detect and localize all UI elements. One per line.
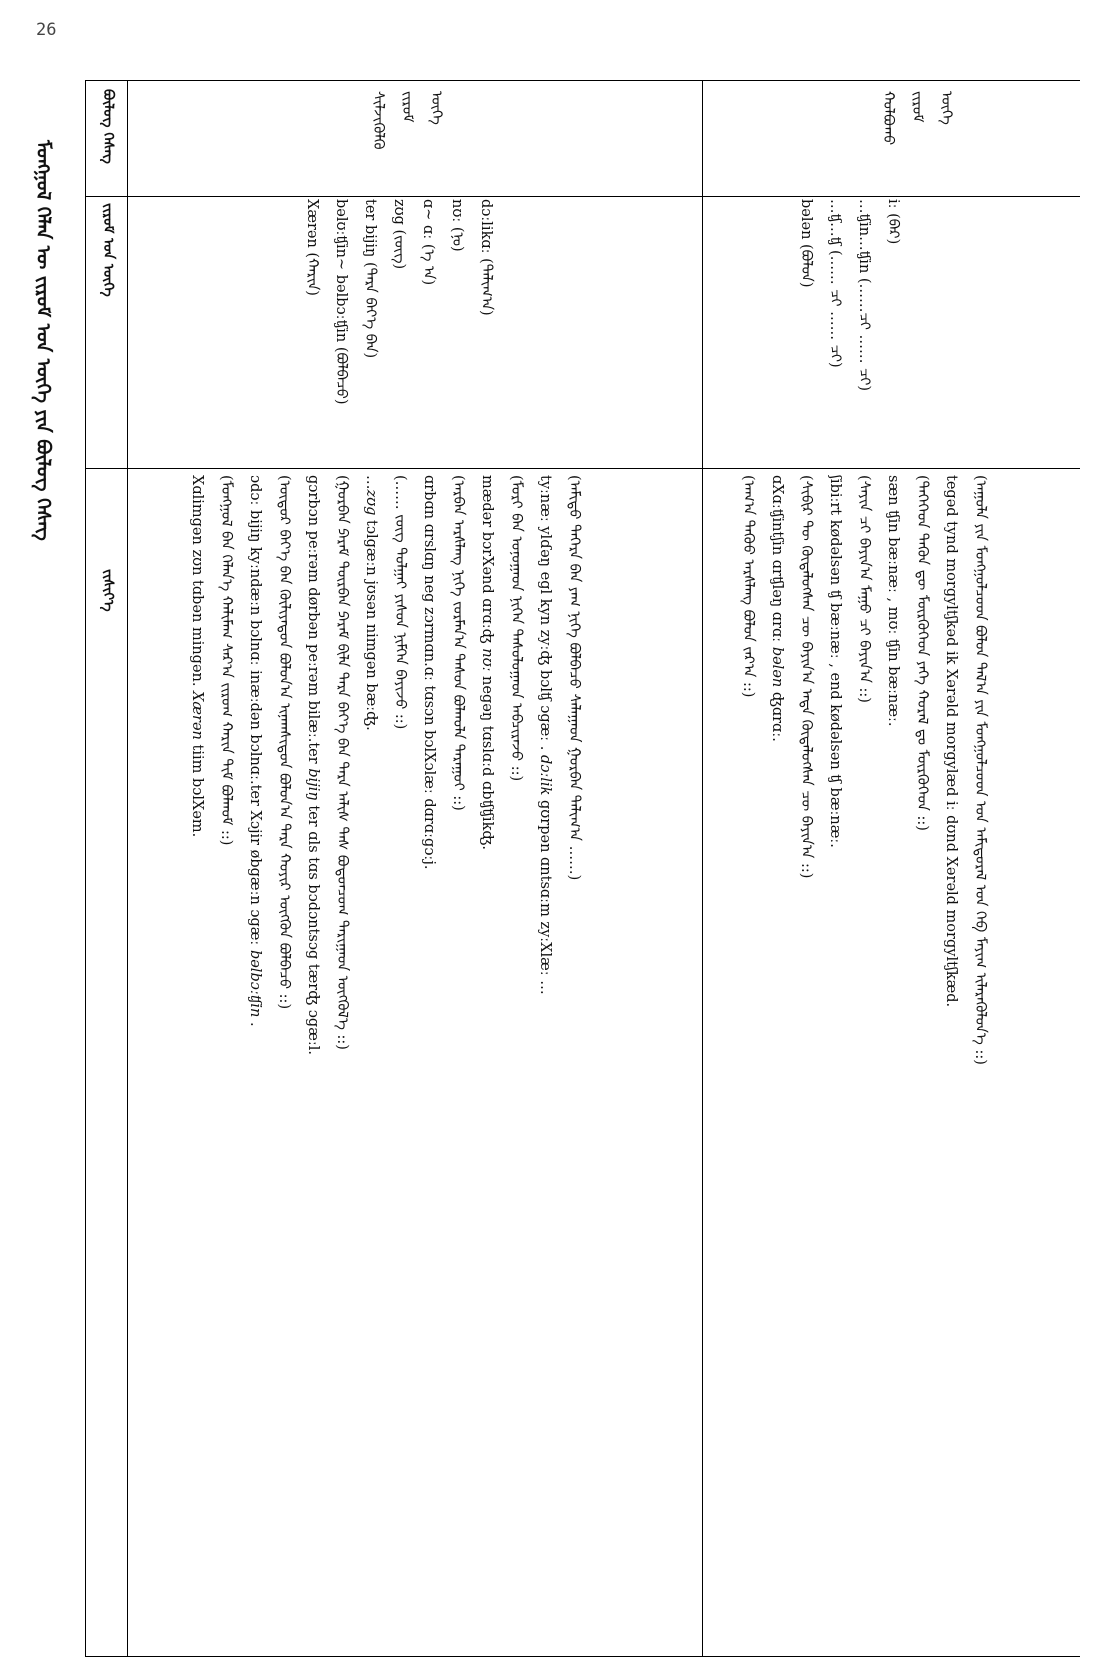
- example-line: (ᠮᠣᠷᠢ ᠪᠠᠨ ᠤᠨᠤᠭᠠᠳ ᠨᠢᠭᠡᠨ ᠲᠠᠰᠤᠯᠤᠭᠠᠳ ᠠᠪᠴᠢᠷᠠᠵᠤ ::): [508, 475, 524, 782]
- example-line: ɑXɑːʧintʃin ɑrʧləŋ ɑrɑː bələn ʤɑrɑː.: [769, 475, 785, 742]
- example-line: (ᠮᠣᠩᠭᠣᠯ ᠪᠠᠨ ᠬᠡᠯᠡᠨ᠎ᠡ ᠬᠠᠯᠢᠮᠠᠭ ᠰᠠᠷ᠎ᠠ ᠵᠢᠷᠤᠭ ᠬᠠᠷᠢᠨ ᠲᠢᠮ ᠪᠣᠯᠬᠤᠮ ::): [218, 475, 234, 846]
- table-border-left: [85, 81, 86, 1656]
- example-line: ɔdɔː bijiŋ kyːndæːn bɔlnɑː inæːdən bɔlnɑː.ter Xɔjir øbgæːn ɔgæː bəlbɔːʧin .: [247, 475, 263, 1027]
- header-particle: ᠵᠢᠷᠤᠮ ᠤᠨ ᠦᠭᠡ: [100, 203, 116, 297]
- example-line: (ᠰᠠᠶᠢᠨ ᠴᠢ ᠪᠠᠶᠢᠨ᠎ᠠ ᠮᠠᠭᠤ ᠴᠢ ᠪᠠᠶᠢᠨ᠎ᠠ ::): [856, 475, 872, 703]
- example-line: (ᠲᠡᠭᠡᠭᠡᠳ ᠲᠡᠭᠦᠨ ᠳᠦ ᠮᠥᠷᠭᠦᠭᠡᠳ ᠶᠡᠬᠡ ᠬᠤᠷᠠᠯ ᠳᠤ ᠮᠥᠷᠭᠦᠭᠡᠳ ::): [914, 475, 930, 831]
- row-1-particles: bələn (ᠪᠣᠯᠣᠨ) …ʧ…ʧ (…… ᠴᠢ …… ᠴᠢ) …ʧin…ʧin (……ᠴᠢ …… ᠴᠢ) iː (ᠪᠡᠷ): [798, 199, 901, 392]
- row-1-category: ᠬᠣᠯᠪᠣᠬᠤ ᠵᠢᠷᠤᠮ ᠦᠭᠡ: [880, 91, 954, 146]
- example-line: ʃibiːrt kødəlsən ʧ bæːnæː , end kødəlsən ʧ bæːnæː.: [827, 475, 843, 848]
- table-divider: [702, 81, 703, 1656]
- row-1-examples: [733, 475, 994, 1645]
- particle-table: [85, 80, 1080, 1657]
- example-line: …zʊg tɔlgæːn jʊsən nimgən bæːʤ.: [363, 475, 379, 731]
- page-heading: ᠮᠣᠩᠭᠣᠯ ᠬᠡᠯᠡᠨ ᠦ ᠵᠢᠷᠤᠮ ᠤᠨ ᠦᠭᠡ ᠶᠢᠨ ᠪᠦᠯᠦᠭ ᠬᠡᠰᠡᠭ: [32, 140, 54, 541]
- row-2-category: ᠰᠢᠯᠵᠢᠭᠦᠯᠬᠦ ᠵᠢᠷᠤᠮ ᠦᠭᠡ: [370, 91, 444, 150]
- header-category: ᠪᠦᠯᠦᠭ ᠬᠡᠰᠡᠭ: [100, 89, 116, 164]
- example-line: Xɑlimgən zʊn tɑbən mingən. Xærən tiim bɔlXəm.: [189, 475, 205, 838]
- example-line: tegəd tynd morgyltʃkəd ik Xərəld morgylæd iː dʊnd Xərəld morgyltʃkæd.: [943, 475, 959, 1008]
- example-line: gɔrbɔn peːrəm dørbən peːrəm bilæː.ter bijiŋ ter ɑls tɑs bɔdɔntsɔg tærʤ ɔgæːl.: [305, 475, 321, 1055]
- table-divider: [85, 468, 1080, 469]
- example-line: (ᠠᠮᠢᠳᠤ ᠳᠡᠭᠡᠷᠡ ᠪᠠᠨ ᠶᠠᠭ ᠨᠢᠭᠡ ᠪᠣᠯᠪᠠᠴᠤ ᠰᠠᠯᠠᠭᠠᠳ ᠭᠤᠷᠪᠠᠨ ᠳᠠᠯᠢᠭ᠎ᠠ ……): [566, 475, 582, 881]
- example-line: ɑrbɑn ɑrslɑŋ neg zɔrmɑn.ɑː tɑsɔn bɔlXɔlæː dɑrɑːgɔːj.: [421, 475, 437, 870]
- table-divider: [127, 81, 128, 1656]
- row-2-particles: Xærən (ᠬᠠᠷᠢᠨ) bəlʊːʧin~ bəlbɔːʧin (ᠪᠣᠯᠪᠠᠴᠤ) ter bijiŋ (ᠲᠡᠷᠡ ᠪᠡᠶ᠎ᠡ ᠪᠡᠨ) zʊg (ᠵᠦᠭ) ɑ~ ɑː (ᠠ᠋ ᠠ) nʊː (ᠨᠤ) dɔːlikɑː (ᠳᠠᠯᠢᠭ᠎ᠠ): [304, 199, 494, 405]
- example-line: (ᠠᠭᠤᠯᠠ ᠶᠢᠨ ᠮᠣᠩᠭᠣᠯᠴᠤᠳ ᠪᠣᠯᠤᠨ ᠲᠠᠯ᠎ᠠ ᠶᠢᠨ ᠮᠣᠩᠭᠣᠯᠴᠤᠳ ᠤᠨ ᠠᠮᠢᠳᠤᠷᠠᠯ ᠤᠨ ᠬᠡᠪ ᠮᠠᠶᠢᠭ ᠢᠯᠡᠷᠡᠭᠦᠯᠦᠨ᠎ᠡ ::): [972, 475, 988, 1065]
- example-line: (…… ᠵᠦᠭ ᠲᠣᠯᠭᠠᠢ ᠶᠢᠰᠦᠨ ᠨᠢᠮᠭᠡᠨ ᠪᠠᠶᠢᠵᠤ ::): [392, 475, 408, 730]
- example-line: (ᠠᠷᠪᠠᠨ ᠠᠷᠰᠯᠠᠩ ᠨᠢᠭᠡ ᠵᠣᠷᠮᠠᠨ᠎ᠠ ᠲᠠᠰᠤᠨ ᠪᠣᠯᠬᠤᠯᠠ ᠳᠠᠷᠠᠭᠣᠢ ::): [450, 475, 466, 811]
- table-divider: [85, 196, 1080, 197]
- example-line: mædər bɔrXənd ɑrɑːʤ nʊː negəŋ tɑslɑːd ɑbʧʧikʤ.: [479, 475, 495, 850]
- example-line: (ᠭᠤᠷᠪᠠᠨ ᠫᠡᠷᠡᠮ ᠳᠥᠷᠪᠡᠨ ᠫᠡᠷᠡᠮ ᠪᠢᠯᠡ ᠲᠡᠷᠡ ᠪᠡᠶ᠎ᠡ ᠪᠡᠨ ᠲᠡᠷᠡ ᠠᠯᠢᠰ ᠲᠠᠰ ᠪᠣᠳᠣᠨᠴᠤᠭ ᠲᠠᠷᠢᠭᠠᠳ ᠥᠭᠭᠦᠯ᠎ᠡ ::): [334, 475, 350, 1050]
- example-line: (ᠠᠬ᠎ᠠ ᠳᠡᠭᠦᠦ ᠠᠷᠰᠯᠠᠩ ᠪᠣᠯᠣᠨ ᠵᠠᠷ᠎ᠠ ::): [740, 475, 756, 698]
- header-example: ᠵᠢᠱᠢᠶ᠎ᠡ: [100, 569, 116, 612]
- page-number: 26: [36, 20, 57, 40]
- example-line: tyːnæː ylɗəŋ egl kyn zyːʤ bɔlʧ ɔgæː . dɔːlik gʊrpən ɑntsɑːm zyːXlæː …: [537, 475, 553, 995]
- example-line: (ᠥᠳᠥᠷ ᠪᠡᠶ᠎ᠡ ᠪᠡᠨ ᠬᠦᠯᠢᠶᠡᠳᠦᠨ ᠪᠣᠯᠤᠨ᠎ᠠ ᠢᠨᠠᠭᠰᠢᠳᠤᠨ ᠪᠣᠯᠤᠨ᠎ᠠ ᠲᠡᠷᠡ ᠬᠣᠶᠢᠷ ᠥᠭᠭᠦᠨ ᠪᠣᠯᠪᠠᠴᠤ ::): [276, 475, 292, 1010]
- row-2-examples: [182, 475, 588, 1645]
- example-line: sæn ʧin bæːnæː , mʊː ʧin bæːnæː.: [885, 475, 901, 727]
- example-line: (ᠰᠢᠪᠢᠷ ᠲᠦ ᠬᠥᠳᠡᠯᠦᠭᠰᠡᠨ ᠴᠦ ᠪᠠᠶᠢᠨ᠎ᠠ ᠡᠨᠳᠡ ᠬᠥᠳᠡᠯᠦᠭᠰᠡᠨ ᠴᠦ ᠪᠠᠶᠢᠨ᠎ᠠ ::): [798, 475, 814, 879]
